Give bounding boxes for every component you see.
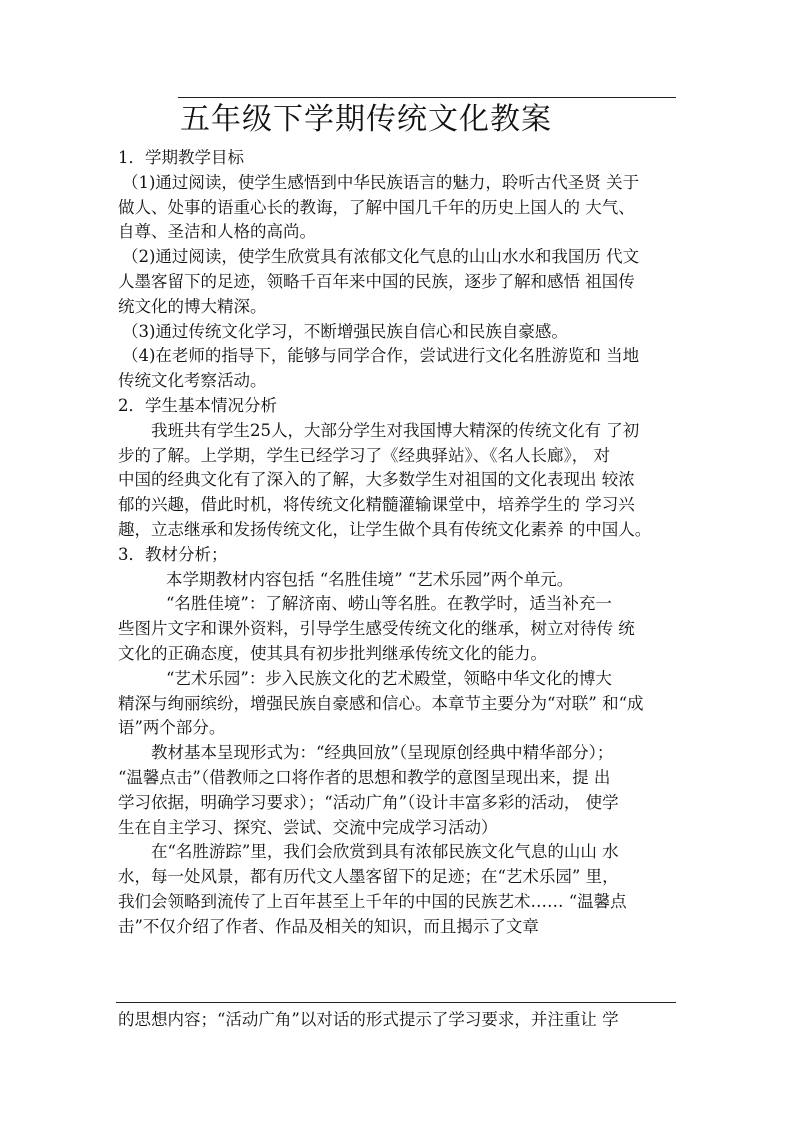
document-title: 五年级下学期传统文化教案: [180, 102, 552, 137]
objective-line: （1)通过阅读，使学生感悟到中华民族语言的魅力，聆听古代圣贤 关于: [122, 172, 640, 192]
paragraph-line: 精深与绚丽缤纷，增强民族自豪感和信心。本章节主要分为“对联” 和“成: [118, 693, 644, 713]
objective-line: 统文化的博大精深。: [118, 296, 267, 316]
objective-line: （3)通过传统文化学习，不断增强民族自信心和民族自豪感。: [122, 321, 568, 341]
paragraph-line: 我们会领略到流传了上百年甚至上千年的中国的民族艺术…… “温馨点: [118, 891, 627, 911]
paragraph-line: “温馨点击”（借教师之口将作者的思想和教学的意图呈现出来，提 出: [118, 767, 611, 787]
objective-line: 人墨客留下的足迹，领略千百年来中国的民族，逐步了解和感悟 祖国传: [118, 271, 635, 291]
paragraph-line: 郁的兴趣，借此时机，将传统文化精髓灌输课堂中，培养学生的 学习兴: [118, 495, 635, 515]
paragraph-line: 文化的正确态度，使其具有初步批判继承传统文化的能力。: [118, 643, 547, 663]
paragraph-line: 学习依据，明确学习要求）；“活动广角”（设计丰富多彩的活动， 使学: [118, 792, 619, 812]
section-heading-2: 2．学生基本情况分析: [118, 395, 277, 415]
paragraph-line: 些图片文字和课外资料，引导学生感受传统文化的继承，树立对待传 统: [118, 619, 635, 639]
paragraph-line: 中国的经典文化有了深入的了解，大多数学生对祖国的文化表现出 较浓: [118, 470, 635, 490]
paragraph-line: 在“名胜游踪”里，我们会欣赏到具有浓郁民族文化气息的山山 水: [151, 842, 619, 862]
paragraph-line: 我班共有学生25人，大部分学生对我国博大精深的传统文化有 了初: [151, 420, 640, 440]
section-heading-1: 1．学期教学目标: [118, 148, 244, 167]
paragraph-line: “艺术乐园”：步入民族文化的艺术殿堂，领略中华文化的博大: [166, 668, 612, 688]
paragraph-line: “名胜佳境”：了解济南、崂山等名胜。在教学时，适当补充一: [166, 594, 612, 614]
objective-line: 传统文化考察活动。: [118, 371, 267, 391]
page-break-rule: [116, 1002, 676, 1003]
objective-line: （4)在老师的指导下，能够与同学合作，尝试进行文化名胜游览和 当地: [122, 346, 640, 366]
paragraph-line: 教材基本呈现形式为：“经典回放”（呈现原创经典中精华部分）；: [151, 743, 614, 763]
paragraph-line: 步的了解。上学期，学生已经学习了《经典驿站》、《名人长廊》， 对: [118, 445, 610, 465]
section-heading-3: 3．教材分析；: [118, 544, 228, 564]
objective-line: （2)通过阅读，使学生欣赏具有浓郁文化气息的山山水水和我国历 代文: [122, 247, 640, 267]
document-body: [118, 146, 684, 940]
paragraph-line: 本学期教材内容包括 “名胜佳境” “艺术乐园”两个单元。: [166, 569, 574, 589]
paragraph-line: 水，每一处风景，都有历代文人墨客留下的足迹；在“艺术乐园” 里，: [118, 867, 619, 887]
objective-line: 做人、处事的语重心长的教诲，了解中国几千年的历史上国人的 大气、: [118, 197, 635, 217]
title-top-rule: [178, 97, 676, 98]
paragraph-line: 生在自主学习、探究、尝试、交流中完成学习活动）: [118, 817, 498, 837]
paragraph-line: 语”两个部分。: [118, 718, 226, 738]
paragraph-line: 趣，立志继承和发扬传统文化，让学生做个具有传统文化素养 的中国人。: [118, 519, 652, 539]
paragraph-line: 击”不仅介绍了作者、作品及相关的知识，而且揭示了文章: [118, 916, 539, 936]
paragraph-line: 的思想内容；“活动广角”以对话的形式提示了学习要求，并注重让 学: [118, 1010, 619, 1029]
continuation-block: [118, 1008, 684, 1033]
objective-line: 自尊、圣洁和人格的高尚。: [118, 222, 316, 242]
